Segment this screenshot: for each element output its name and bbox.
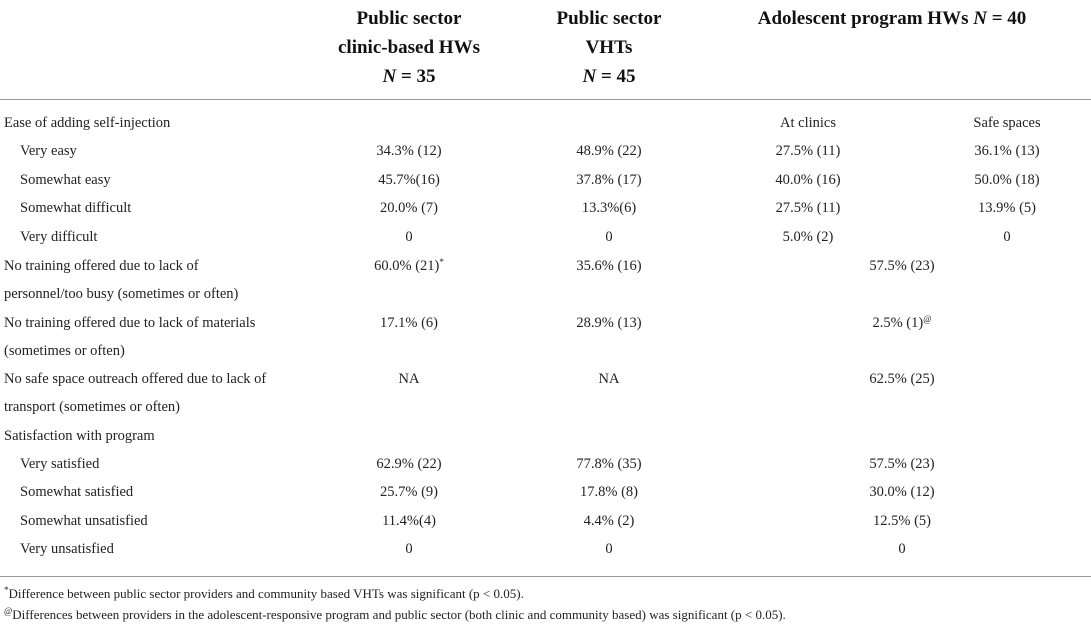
row-label: Somewhat difficult	[20, 200, 132, 216]
header-col-clinic-line1: Public sector	[356, 8, 462, 29]
cell-value: NA	[598, 371, 620, 387]
row-label-line2: transport (sometimes or often)	[4, 399, 180, 415]
row-label: Somewhat satisfied	[20, 484, 134, 500]
cell-value: 0	[898, 541, 906, 557]
cell-value: 40.0% (16)	[775, 172, 841, 188]
cell-value: 34.3% (12)	[376, 143, 442, 159]
footnote-mark: @	[4, 606, 13, 616]
cell-value: 30.0% (12)	[869, 484, 935, 500]
cell-value: 13.9% (5)	[978, 200, 1036, 216]
cell-value: 37.8% (17)	[576, 172, 642, 188]
cell-value: 35.6% (16)	[576, 258, 642, 274]
cell-value: 0	[1003, 229, 1011, 245]
cell-value: 0	[605, 229, 613, 245]
n-value: = 45	[596, 66, 636, 87]
cell-value: 25.7% (9)	[380, 484, 438, 500]
cell-value: 0	[405, 229, 413, 245]
row-label: Very unsatisfied	[20, 541, 114, 557]
header-col-clinic-line2: clinic-based HWs	[338, 37, 480, 58]
cell-value: 13.3%(6)	[581, 200, 637, 216]
row-label: Somewhat easy	[20, 172, 111, 188]
row-label-line1: No safe space outreach offered due to lack of	[4, 371, 267, 387]
cell-value: 4.4% (2)	[583, 513, 635, 529]
cell-value: 45.7%(16)	[378, 172, 440, 188]
cell-value: 28.9% (13)	[576, 315, 642, 331]
header-col-vhts	[504, 4, 714, 91]
cell-value: 57.5% (23)	[869, 258, 935, 274]
row-label: Very difficult	[20, 229, 98, 245]
significance-mark: @	[923, 314, 932, 324]
cell-value: 20.0% (7)	[380, 200, 438, 216]
header-divider	[0, 99, 1091, 100]
n-label: N	[973, 8, 987, 29]
n-label: N	[382, 66, 397, 87]
table-bottom-divider	[0, 576, 1091, 577]
header-col-adolescent-text: Adolescent program HWs	[757, 8, 974, 29]
footnote-2	[4, 606, 786, 624]
cell-value: NA	[398, 371, 420, 387]
cell-value: 27.5% (11)	[775, 200, 841, 216]
n-label: N	[582, 66, 597, 87]
section-label-ease: Ease of adding self-injection	[4, 115, 171, 131]
cell-value: 27.5% (11)	[775, 143, 841, 159]
header-col-adolescent-line	[722, 4, 1062, 33]
cell-value: 62.5% (25)	[869, 371, 935, 387]
header-col-vhts-line1: Public sector	[556, 8, 662, 29]
cell-value: 0	[605, 541, 613, 557]
row-label-line2: personnel/too busy (sometimes or often)	[4, 286, 239, 302]
cell-value: 57.5% (23)	[869, 456, 935, 472]
cell-value: 12.5% (5)	[873, 513, 931, 529]
cell-value: 5.0% (2)	[782, 229, 834, 245]
row-label: Somewhat unsatisfied	[20, 513, 148, 529]
subheader-safe-spaces: Safe spaces	[973, 115, 1041, 131]
header-col-vhts-line2: VHTs	[585, 37, 633, 58]
header-col-vhts-n	[504, 62, 714, 91]
n-value: = 35	[396, 66, 436, 87]
footnote-1	[4, 585, 524, 603]
row-label: Very satisfied	[20, 456, 100, 472]
cell-value: 62.9% (22)	[376, 456, 442, 472]
header-col-clinic-n	[304, 62, 514, 91]
row-label-line2: (sometimes or often)	[4, 343, 125, 359]
header-col-adolescent	[722, 4, 1062, 33]
cell-value: 17.1% (6)	[380, 315, 438, 331]
cell-value: 48.9% (22)	[576, 143, 642, 159]
cell-value-text: 2.5% (1)	[872, 315, 924, 331]
cell-value: 77.8% (35)	[576, 456, 642, 472]
row-label-line1: No training offered due to lack of	[4, 258, 199, 274]
cell-value: 36.1% (13)	[974, 143, 1040, 159]
footnote-text: Difference between public sector providers and community based VHTs was significant (p < 0.05).	[8, 586, 524, 601]
footnote-mark: *	[4, 585, 9, 595]
row-label: Very easy	[20, 143, 77, 159]
cell-value: 17.8% (8)	[580, 484, 638, 500]
cell-value-text: 60.0% (21)	[374, 258, 440, 274]
section-label-satisfaction: Satisfaction with program	[4, 428, 155, 444]
cell-value: 0	[405, 541, 413, 557]
cell-value: 50.0% (18)	[974, 172, 1040, 188]
header-col-clinic-hws	[304, 4, 514, 91]
cell-value	[374, 257, 444, 276]
subheader-at-clinics: At clinics	[780, 115, 836, 131]
cell-value	[872, 314, 931, 333]
cell-value: 11.4%(4)	[382, 513, 436, 529]
n-value: = 40	[986, 8, 1027, 29]
row-label-line1: No training offered due to lack of materials	[4, 315, 256, 331]
significance-mark: *	[439, 257, 444, 267]
footnote-text: Differences between providers in the adolescent-responsive program and public sector (both clinic and community based) was significant (p < 0.05).	[12, 607, 786, 622]
